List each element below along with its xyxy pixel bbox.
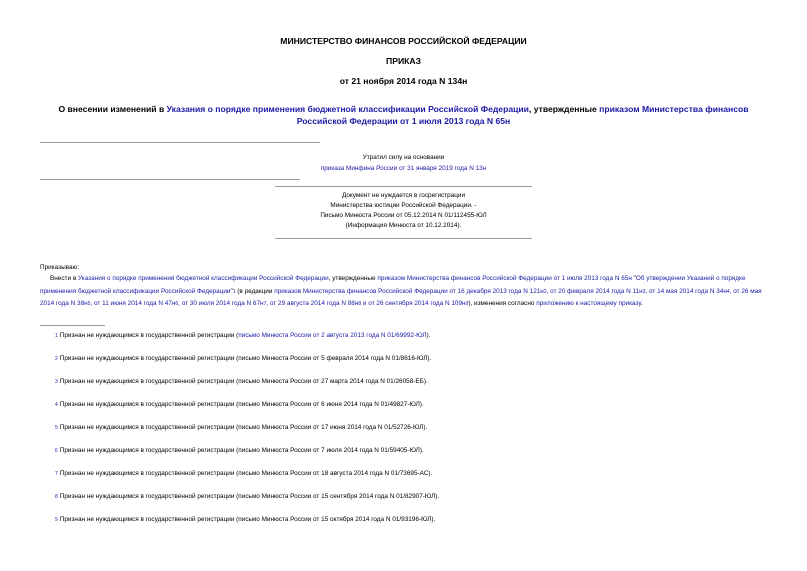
link-ob-utverzhdenii[interactable]: Об утверждении Указаний о порядке применения бюджетной классификации Российской Федерации xyxy=(40,275,746,295)
registration-line-2: Министерства юстиции Российской Федерации. - xyxy=(330,202,477,209)
registration-line-4: (Информация Минюста от 10.12.2014). xyxy=(345,222,462,229)
link-ukazaniya[interactable]: Указания о порядке применения бюджетной классификации Российской Федерации xyxy=(77,275,329,282)
divider xyxy=(40,142,320,143)
order-paragraph: Внести в Указания о порядке применения бюджетной классификации Российской Федерации, утвержденные приказом Министерства финансов Российской Федерации от 1 июля 2013 года N 65н "Об утверждении Указаний о порядке применения бюджетной классификации Российской Федерации"$^1$ (в редакции приказов Министерства финансов Российской Федерации от 16 декабря 2013 года N $121н^2$, от 20 февраля 2014 года N $11н^3$, от 14 мая 2014 года N $34н^4$, от 26 мая 2014 года N $38н^5$, от 11 июня 2014 года N $47н^6$, от 30 июля 2014 года N $67н^7$, от 29 августа 2014 года N $88н^8$ и от 26 сентября 2014 года N $109н^9$), изменения согласно приложению к настоящему приказу. xyxy=(40,275,762,307)
link-edition-a[interactable]: , от 20 февраля 2014 года N 11н xyxy=(546,287,643,295)
registration-line-1: Документ не нуждается в госрегистрации xyxy=(341,192,466,199)
title-link-ukazaniya[interactable]: Указания о порядке применения бюджетной классификации Российской Федерации xyxy=(166,104,529,114)
status-line: Утратил силу на основании xyxy=(362,154,445,161)
divider xyxy=(275,238,532,239)
doc-type: ПРИКАЗ xyxy=(386,56,421,66)
document-title xyxy=(40,103,767,127)
footnote-2: 2 Признан не нуждающимся в государственной регистрации (письмо Минюста России от 5 февраля 2014 года N 01/8616-ЮЛ). xyxy=(55,355,432,362)
footnote-ref-1[interactable]: 1 xyxy=(232,288,236,295)
footnote-3: 3 Признан не нуждающимся в государственной регистрации (письмо Минюста России от 27 марта 2014 года N 01/26058-ЕБ). xyxy=(55,378,428,385)
link-edition-g[interactable]: и от 26 сентября 2014 года N 109н xyxy=(361,300,466,307)
order-intro: Приказываю: xyxy=(40,264,80,271)
footnote-7: 7 Признан не нуждающимся в государственной регистрации (письмо Минюста России от 18 августа 2014 года N 01/73695-АС). xyxy=(55,470,433,477)
footnote-ref-2[interactable]: 2 xyxy=(543,288,547,295)
divider xyxy=(40,179,300,180)
doc-date: от 21 ноября 2014 года N 134н xyxy=(339,76,468,86)
title-prefix: О внесении изменений в xyxy=(58,104,167,114)
footnote-ref-4[interactable]: 4 xyxy=(726,288,730,295)
footnote-ref-9[interactable]: 9 xyxy=(465,301,469,307)
divider xyxy=(275,186,532,187)
link-edition-f[interactable]: , от 29 августа 2014 года N 88н xyxy=(266,300,359,307)
registration-line-3: Письмо Минюста России от 05.12.2014 N 01/112455-ЮЛ xyxy=(320,212,487,219)
title-middle: , утвержденные xyxy=(528,104,600,114)
footnote-8: 8 Признан не нуждающимся в государственной регистрации (письмо Минюста России от 15 сентября 2014 года N 01/82907-ЮЛ). xyxy=(55,493,440,500)
link-edition-c[interactable]: , от 26 мая 2014 года N 38н xyxy=(40,287,762,307)
link-edition-b[interactable]: , от 14 мая 2014 года N 34н xyxy=(645,287,727,295)
footnote-ref-5[interactable]: 5 xyxy=(87,301,91,307)
footnote-9: 9 Признан не нуждающимся в государственной регистрации (письмо Минюста России от 15 октября 2014 года N 01/93196-ЮЛ). xyxy=(55,516,436,523)
footnote-divider xyxy=(40,325,105,326)
link-edition[interactable]: приказов Министерства финансов Российской Федерации от 16 декабря 2013 года N 121н xyxy=(274,287,544,295)
footnote-4: 4 Признан не нуждающимся в государственной регистрации (письмо Минюста России от 6 июня 2014 года N 01/49827-ЮЛ). xyxy=(55,401,424,408)
status-link[interactable]: приказа Минфина России от 31 января 2019 года N 13н xyxy=(320,165,487,172)
footnote-1-link[interactable]: письмо Минюста России от 2 августа 2013 года N 01/69992-ЮЛ xyxy=(238,332,427,339)
footnote-ref-7[interactable]: 7 xyxy=(263,301,267,307)
link-prikaz-65n[interactable]: приказом Министерства финансов Российской Федерации от 1 июля 2013 года N 65н xyxy=(377,275,632,282)
link-appendix[interactable]: приложению к настоящему приказу xyxy=(536,300,641,307)
footnote-5: 5 Признан не нуждающимся в государственной регистрации (письмо Минюста России от 17 июня 2014 года N 01/52726-ЮЛ). xyxy=(55,424,428,431)
link-edition-d[interactable]: , от 11 июня 2014 года N 47н xyxy=(90,300,176,307)
footnote-6: 6 Признан не нуждающимся в государственной регистрации (письмо Минюста России от 7 июля 2014 года N 01/59405-ЮЛ). xyxy=(55,447,424,454)
footnote-ref-8[interactable]: 8 xyxy=(358,301,362,307)
link-edition-e[interactable]: , от 30 июля 2014 года N 67н xyxy=(178,300,264,307)
ministry-heading: МИНИСТЕРСТВО ФИНАНСОВ РОССИЙСКОЙ ФЕДЕРАЦИИ xyxy=(280,36,527,46)
footnote-1: 1 Признан не нуждающимся в государственной регистрации (письмо Минюста России от 2 августа 2013 года N 01/69992-ЮЛ). xyxy=(55,332,431,339)
title-link-prikaz[interactable]: приказом Министерства финансов Российской Федерации от 1 июля 2013 года N 65н xyxy=(296,104,749,126)
footnote-ref-6[interactable]: 6 xyxy=(175,301,179,307)
footnote-ref-3[interactable]: 3 xyxy=(642,288,646,295)
